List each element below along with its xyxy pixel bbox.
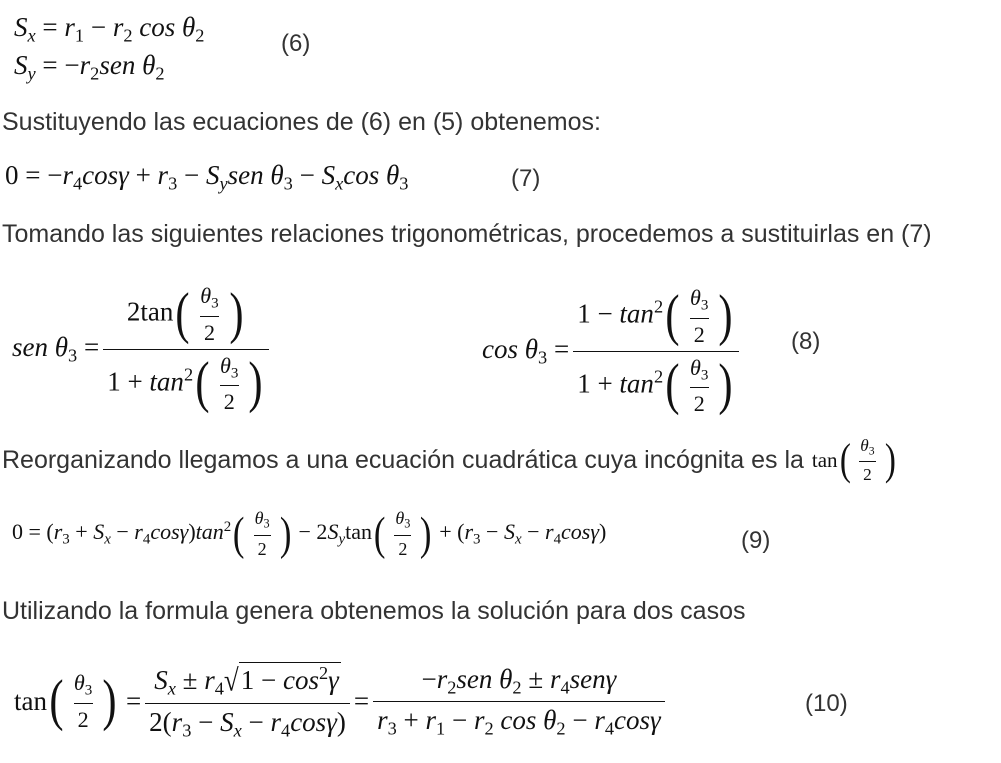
equation-8-cos: $\cos \theta_3$ = $1 - \tan^2$( $\frac{\theta_3}{2}$ ) $1 + \tan^2$( $\frac{\theta_3}{2}$ ) (482, 285, 743, 417)
paragraph-quadratic-text: Reorganizando llegamos a una ecuación cuadrática cuya incógnita es la (2, 445, 804, 474)
paragraph-trig-relations: Tomando las siguientes relaciones trigonométricas, procedemos a sustituirlas en (7) (2, 220, 932, 248)
paragraph-substitution: Sustituyendo las ecuaciones de (6) en (5) obtenemos: (2, 108, 601, 136)
paragraph-quadratic (2, 436, 897, 485)
equation-8-number: (8) (791, 328, 821, 355)
equation-6-number: (6) (281, 30, 311, 57)
equation-7: $0 = -r_4\cos\gamma + r_3 - S_ysen$ $\theta_3 - S_x\cos$ $\theta_3$ (5, 160, 409, 194)
equation-9: $0 = (r_3 + S_x - r_4\cos\gamma)\tan^2$ ( $\frac{\theta_3}{2}$ ) − $2S_y\tan$ ( $\frac{\theta_3}{2}$ ) + $(r_3 - S_x - r_4\cos\gamma)$ (12, 507, 607, 559)
equation-7-number: (7) (511, 165, 541, 192)
paragraph-general-formula: Utilizando la formula genera obtenemos la solución para dos casos (2, 597, 746, 625)
equation-10-number: (10) (805, 690, 848, 717)
equation-6-line-2: $S_y = -r_2sen$ $\theta_2$ (14, 50, 165, 84)
equation-6-line-1: $S_x = r_1 - r_2$ $\cos \theta_2$ (14, 12, 205, 46)
equation-10: tan ( $\frac{\theta_3}{2}$ ) = $\frac{S_x \pm r_4√1 - \cos^2\gamma}{2(r_3 - S_x - r_4\cos\gamma)}$ = $\frac{-r_2sen \theta_2 \pm r_4sen\gamma}{r_3 + r_1 - r_2 \cos \theta_2 - r_4\cos\gamma}$ (14, 662, 669, 741)
equation-9-number: (9) (741, 527, 771, 554)
equation-8-sen: sen $\theta_3$ = 2tan( $\frac{\theta_3}{2}$ ) $1 + \tan^2$( $\frac{\theta_3}{2}$ ) (12, 283, 273, 415)
inline-tan-half-theta: tan ( $\frac{\theta_3}{2}$ ) (811, 435, 896, 485)
